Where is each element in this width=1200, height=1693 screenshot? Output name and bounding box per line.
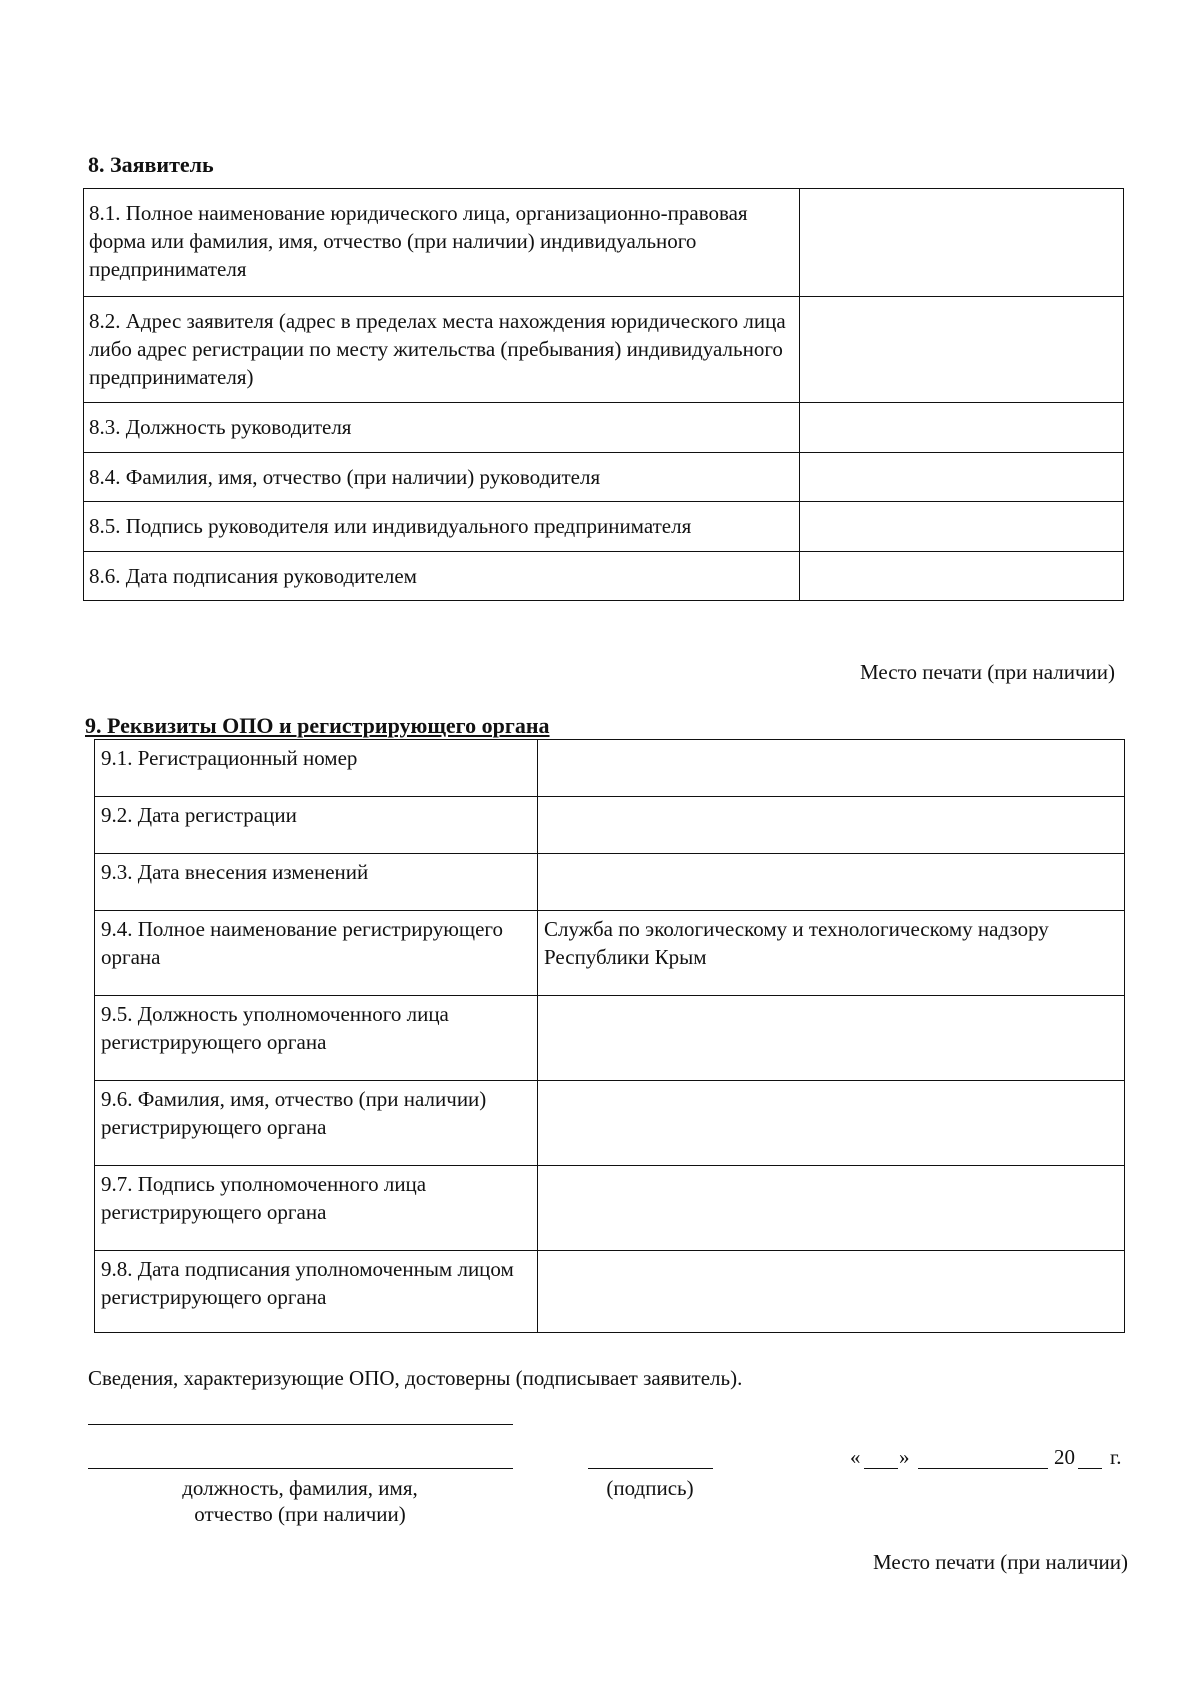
- field-value-8-2[interactable]: [800, 297, 1124, 403]
- section-9-title: 9. Реквизиты ОПО и регистрирующего органа: [85, 713, 550, 738]
- stamp-note-applicant: Место печати (при наличии): [860, 660, 1115, 684]
- position-caption-line2: отчество (при наличии): [194, 1502, 406, 1526]
- field-label-8-5: 8.5. Подпись руководителя или индивидуального предпринимателя: [84, 502, 800, 552]
- field-value-9-6[interactable]: [538, 1081, 1125, 1166]
- field-label-9-6: 9.6. Фамилия, имя, отчество (при наличии) регистрирующего органа: [95, 1081, 538, 1166]
- date-open-quote: «: [850, 1445, 861, 1469]
- field-label-8-1: 8.1. Полное наименование юридического лица, организационно-правовая форма или фамилия, имя, отчество (при наличии) индивидуального предпринимателя: [84, 189, 800, 297]
- field-label-9-7: 9.7. Подпись уполномоченного лица регистрирующего органа: [95, 1166, 538, 1251]
- table-row: [84, 453, 1124, 502]
- table-row: [95, 1081, 1125, 1166]
- date-year-line[interactable]: [1078, 1468, 1102, 1469]
- table-row: [95, 996, 1125, 1081]
- section-8-title: 8. Заявитель: [88, 152, 214, 177]
- field-value-9-4[interactable]: Служба по экологическому и технологическому надзору Республики Крым: [538, 911, 1125, 996]
- accuracy-statement: Сведения, характеризующие ОПО, достоверны (подписывает заявитель).: [88, 1366, 743, 1390]
- position-caption-line1: должность, фамилия, имя,: [182, 1476, 418, 1500]
- field-label-8-6: 8.6. Дата подписания руководителем: [84, 552, 800, 601]
- date-year-suffix: г.: [1110, 1445, 1122, 1469]
- table-row: [84, 297, 1124, 403]
- registration-table: [94, 739, 1125, 1333]
- date-day-line[interactable]: [864, 1468, 898, 1469]
- field-value-9-3[interactable]: [538, 854, 1125, 911]
- field-value-9-5[interactable]: [538, 996, 1125, 1081]
- position-name-line[interactable]: [88, 1468, 513, 1469]
- stamp-note-footer: Место печати (при наличии): [873, 1550, 1128, 1574]
- table-row: [84, 189, 1124, 297]
- field-label-9-4: 9.4. Полное наименование регистрирующего органа: [95, 911, 538, 996]
- field-value-9-1[interactable]: [538, 740, 1125, 797]
- table-row: [84, 502, 1124, 552]
- table-row: [95, 1251, 1125, 1333]
- table-row: [84, 403, 1124, 453]
- field-value-8-1[interactable]: [800, 189, 1124, 297]
- table-row: [95, 854, 1125, 911]
- field-label-9-2: 9.2. Дата регистрации: [95, 797, 538, 854]
- field-value-9-2[interactable]: [538, 797, 1125, 854]
- date-year-prefix: 20: [1054, 1445, 1075, 1469]
- field-label-8-4: 8.4. Фамилия, имя, отчество (при наличии) руководителя: [84, 453, 800, 502]
- field-label-9-5: 9.5. Должность уполномоченного лица регистрирующего органа: [95, 996, 538, 1081]
- signature-line-extra: [88, 1424, 513, 1425]
- table-row: [95, 797, 1125, 854]
- signature-caption: (подпись): [606, 1476, 694, 1500]
- date-close-quote: »: [899, 1445, 910, 1469]
- field-label-9-1: 9.1. Регистрационный номер: [95, 740, 538, 797]
- field-value-9-8[interactable]: [538, 1251, 1125, 1333]
- applicant-table: [83, 188, 1124, 601]
- field-value-8-4[interactable]: [800, 453, 1124, 502]
- field-value-8-6[interactable]: [800, 552, 1124, 601]
- field-value-9-7[interactable]: [538, 1166, 1125, 1251]
- signature-line[interactable]: [588, 1468, 713, 1469]
- field-label-8-2: 8.2. Адрес заявителя (адрес в пределах места нахождения юридического лица либо адрес регистрации по месту жительства (пребывания) индивидуального предпринимателя): [84, 297, 800, 403]
- field-label-9-8: 9.8. Дата подписания уполномоченным лицом регистрирующего органа: [95, 1251, 538, 1333]
- table-row: [95, 911, 1125, 996]
- table-row: [95, 1166, 1125, 1251]
- table-row: [95, 740, 1125, 797]
- date-month-line[interactable]: [918, 1468, 1048, 1469]
- field-value-8-3[interactable]: [800, 403, 1124, 453]
- field-label-9-3: 9.3. Дата внесения изменений: [95, 854, 538, 911]
- field-label-8-3: 8.3. Должность руководителя: [84, 403, 800, 453]
- table-row: [84, 552, 1124, 601]
- field-value-8-5[interactable]: [800, 502, 1124, 552]
